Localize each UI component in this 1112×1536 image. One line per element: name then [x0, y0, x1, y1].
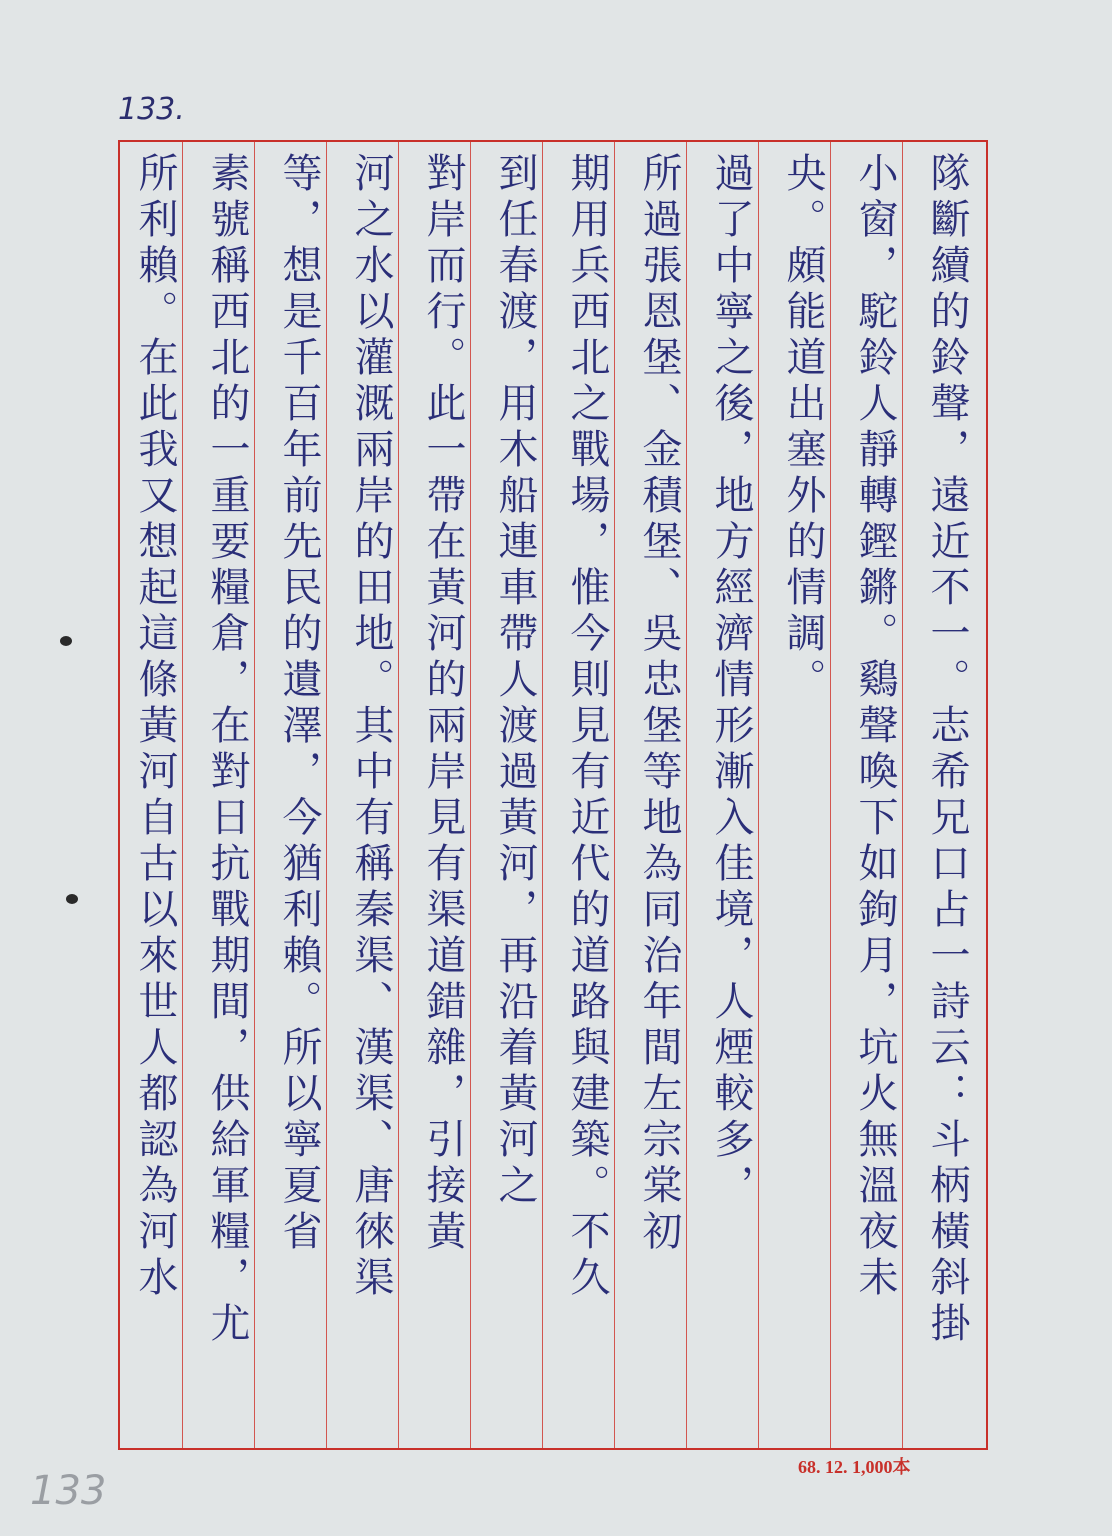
text-column-3: 央。頗能道出塞外的情調。 [780, 152, 826, 704]
text-column-11: 素號稱西北的一重要糧倉，在對日抗戰期間，供給軍糧，尤 [204, 152, 250, 1348]
text-column-10: 等，想是千百年前先民的遺澤，今猶利賴。所以寧夏省 [276, 152, 322, 1256]
punch-hole [60, 636, 72, 646]
text-column-5: 所過張恩堡、金積堡、吳忠堡等地為同治年間左宗棠初 [636, 152, 682, 1256]
text-column-4: 過了中寧之後，地方經濟情形漸入佳境，人煙較多， [708, 152, 754, 1210]
page-number: 133. [118, 92, 185, 127]
text-column-7: 到任春渡，用木船連車帶人渡過黃河，再沿着黃河之 [492, 152, 538, 1210]
manuscript-grid [118, 140, 988, 1450]
punch-hole [66, 894, 78, 904]
text-column-6: 期用兵西北之戰場，惟今則見有近代的道路與建築。不久 [564, 152, 610, 1302]
text-column-9: 河之水以灌溉兩岸的田地。其中有稱秦渠、漢渠、唐徠渠 [348, 152, 394, 1302]
pencil-page-note: 133 [30, 1468, 107, 1514]
text-column-12: 所利賴。在此我又想起這條黃河自古以來世人都認為河水 [132, 152, 178, 1302]
text-column-8: 對岸而行。此一帶在黃河的兩岸見有渠道錯雜，引接黃 [420, 152, 466, 1256]
print-run-footer: 68. 12. 1,000本 [798, 1457, 911, 1477]
text-column-1: 隊斷續的鈴聲，遠近不一。志希兄口占一詩云：斗柄橫斜掛 [924, 152, 970, 1348]
text-column-2: 小窗，駝鈴人靜轉鏗鏘。鷄聲喚下如鉤月，坑火無溫夜未 [852, 152, 898, 1302]
